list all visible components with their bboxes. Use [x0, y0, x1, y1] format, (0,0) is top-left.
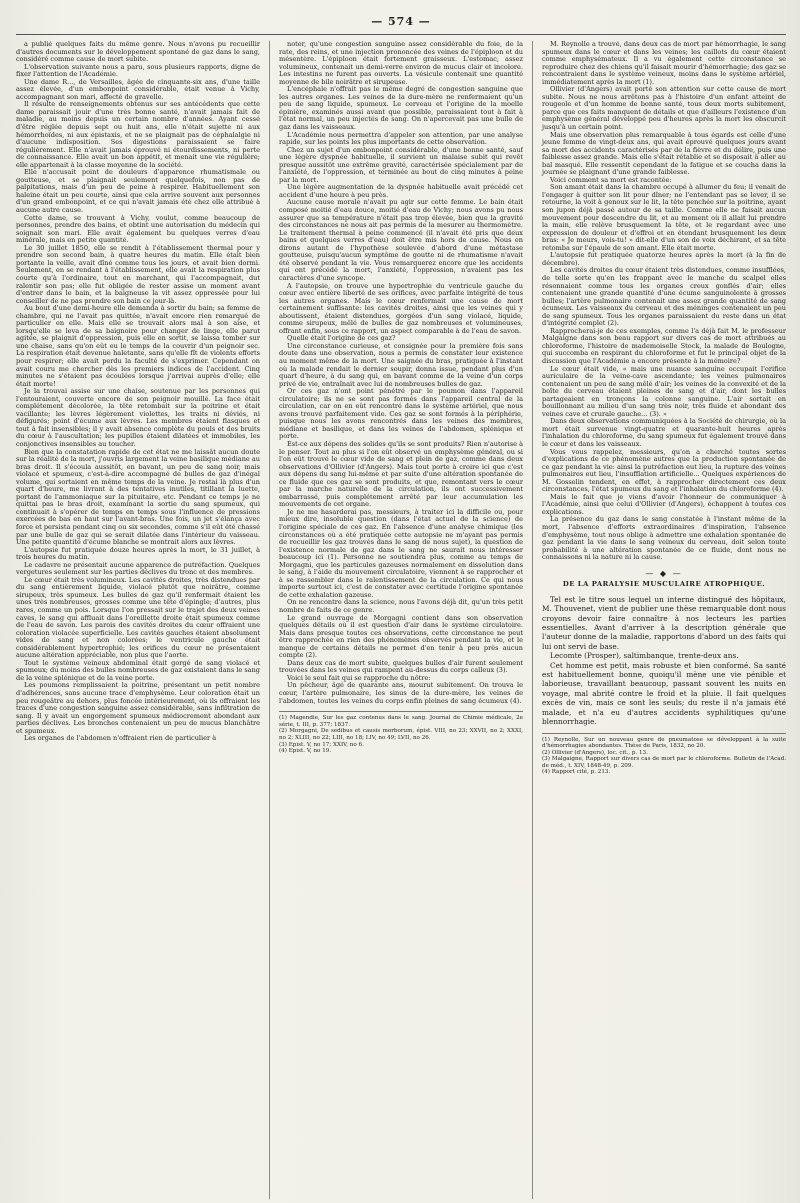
paragraph: L'Académie nous permettra d'appeler son attention, par une analyse rapide, sur les points les plus importants de cette observation.: [279, 130, 523, 147]
paragraph: Est-ce aux dépens des solides qu'ils se sont produits? Rien n'autorise à le penser. Tout au plus si l'on eût observé un emphysème général, ou si l'on eût trouvé le cœur vide de sang et plein de gaz, comme dans deux observations d'Ollivier (d'Angers). Mais tout porte à croire ici que c'est aux dépens du sang lui-même et par suite d'une altération spontanée de ce fluide que ces gaz se sont produits, et que, remontant vers le cœur par la marche naturelle de la circulation, ils ont successivement embarrassé, puis complétement arrêté par leur accumulation les mouvements de cet organe.: [279, 439, 523, 509]
paragraph: Tout le système veineux abdominal était gorgé de sang violacé et spumeux; du moins des bulles nombreuses de gaz existaient dans le sang de la veine splénique et de la veine porte.: [16, 658, 260, 682]
paragraph: Son amant était dans la chambre occupé à allumer du feu; il venait de l'engager à quitter son lit pour dîner; ne l'entendant pas se lever, il se retourne, la voit à genoux sur le lit, la tête penchée sur la poitrine, ayant son jupon déjà passé autour de sa taille. Comme elle ne faisait aucun mouvement pour descendre du lit, et au moment où il allait lui prendre la main, elle relève brusquement la tête, et le regardant avec une expression de douleur et d'effroi et en étendant brusquement les deux bras: « Je meurs, vois-tu! » dit-elle d'un son de voix déchirant, et sa tête retomba sur l'épaule de son amant. Elle était morte.: [542, 183, 786, 252]
paragraph: Les poumons remplissaient la poitrine, présentant un petit nombre d'adhérences, sans aucune trace d'emphysème. Leur coloration était un peu rougeâtre au dehors, plus foncée intérieurement, où ils offraient les traces d'une congestion sanguine assez considérable, sans infiltration de sang. Il y avait un engorgement spumeux médiocrement abondant aux parties déclives. Les bronches contenaient un peu de mucus blanchâtre et spumeux.: [16, 681, 260, 735]
paragraph: Dans deux cas de mort subite, quelques bulles d'air furent seulement trouvées dans les veines qui rampent au-dessus du corps calleux (3).: [279, 658, 523, 675]
paragraph: Un pêcheur, âgé de quarante ans, mourut subitement. On trouva le cœur, l'artère pulmonaire, les sinus de la dure-mère, les veines de l'abdomen, toutes les veines du corps enfin pleines de sang écumeux (4).: [279, 681, 523, 705]
footnote: (4) Epist. V, no 19.: [279, 748, 332, 755]
paragraph: Voici le seul fait qui se rapproche du nôtre:: [287, 673, 431, 682]
footnotes-middle: [279, 711, 523, 755]
paragraph: Lecomte (Prosper), saltimbanque, trente-deux ans.: [550, 651, 739, 661]
paragraph: Il résulte de renseignements obtenus sur ses antécédents que cette dame paraissait jouir d'une très bonne santé, n'avait jamais fait de maladie, au moins depuis un certain nombre d'années. Ayant cessé d'être réglée depuis sept ou huit ans, elle n'était sujette ni aux hémorrhoïdes, ni aux épistaxis, et ne se plaignait pas de céphalalgie ni d'aucune indisposition. Ses digestions paraissaient se faire régulièrement. Elle n'avait jamais éprouvé ni étourdissements, ni perte de connaissance. Elle avait un bon appétit, et menait une vie régulière; elle appartenait à la classe moyenne de la société.: [16, 100, 260, 169]
paragraph: M. Reynolle a trouvé, dans deux cas de mort par hémorrhagie, le sang spumeux dans le cœur et dans les veines; les caillots du cœur étaient comme emphysémateux. Il a vu également cette circonstance se reproduire chez des chiens qu'il faisait mourir d'hémorrhagie; des gaz se rencontraient dans le système veineux, moins dans le système artériel, immédiatement après la mort (1).: [542, 41, 786, 86]
paragraph: Le cadavre ne présentait aucune apparence de putréfaction. Quelques vergetures seulement sur les parties déclives du tronc et des membres.: [16, 560, 260, 577]
column-right-body: [542, 41, 786, 562]
paragraph: Je ne me hasarderai pas, messieurs, à traiter ici la difficile ou, pour mieux dire, insoluble question (dans l'état actuel de la science) de l'origine spéciale de ces gaz. En l'absence d'une analyse chimique (les circonstances où a été pratiquée cette autopsie ne m'ayant pas permis de recueillir les gaz trouvés dans le sang de nous sujet), la question de l'existence normale de gaz dans le sang ne saurait nous intéresser beaucoup ici (1). Personne ne soutiendra plus, comme au temps de Morgagni, que les particules gazeuses normalement en dissolution dans le sang, à l'aide du mouvement circulatoire, viennent à se rapprocher et à se rassembler dans le ralentissement de la circulation. Ce qui nous importe surtout ici, c'est de constater avec certitude l'origine spontanée de cette exhalation gazeuse.: [279, 507, 523, 599]
paragraph: noter, qu'une congestion sanguine assez considérable du foie, de la rate, des reins, et une injection prononcée des veines de l'épiploon et du mésentère. L'épiploon était fortement graisseux. L'estomac, assez volumineux, contenait un demi-verre environ de mucus clair et incolore. Les intestins ne furent pas ouverts. La vésicule contenait une quantité moyenne de bile noirâtre et sirupeuse.: [279, 41, 523, 86]
footnotes-right: [542, 733, 786, 777]
paragraph: L'observation suivante nous a paru, sous plusieurs rapports, digne de fixer l'attention de l'Académie.: [16, 62, 260, 79]
paragraph: Mais une observation plus remarquable à tous égards est celle d'une jeune femme de vingt-deux ans, qui avait éprouvé quelques jours avant sa mort des accidents caractérisés par de la fièvre et du délire, puis une faiblesse assez grande. Mais elle s'était rétablie et se disposait à aller au bal masqué. Elle ressentit cependant de la fatigue et se coucha dans la journée se plaignant d'une grande faiblesse.: [542, 130, 786, 177]
paragraph: Or ces gaz n'ont point pénétré par le poumon dans l'appareil circulatoire; ils ne se sont pas formés dans l'appareil central de la circulation, car on en eût rencontré dans le système artériel, que nous avons trouvé parfaitement vide. Ces gaz se sont formés à la périphérie, puisque nous les avons rencontrés dans les veines des membres, médiane et basilique, et dans les veines de l'abdomen, splénique et porte.: [279, 387, 523, 441]
paragraph: Une légère augmentation de la dyspnée habituelle avait précédé cet accident d'une heure à peu près.: [279, 183, 523, 199]
paragraph: Bien que la constatation rapide de cet état ne me laissât aucun doute sur la réalité de la mort, j'ouvris largement la veine basilique médiane au bras droit. Il s'écoula aussitôt, en bavant, un peu de sang noir, mais violacé et spumeux, c'est-à-dire accompagné de bulles de gaz d'inégal volume, qui sortaient en même temps de la veine. Je restai là plus d'un quart d'heure, me livrant à des tentatives inutiles, titillant la luette, portant de l'ammoniaque sur la pituitaire, etc. Pendant ce temps je ne quittai pas le bras droit, examinant la sortie du sang spumeux, qui continuait à s'opérer de temps en temps sous l'influence de pressions exercées de bas en haut sur l'avant-bras. Une fois, un jet s'élança avec force et persista pendant cinq ou six secondes, comme s'il eût été chassé par une bulle de gaz qui se serait dilatée dans l'intérieur du vaisseau. Une petite quantité d'écume blanche se montrait alors aux lèvres.: [16, 447, 260, 547]
paragraph: Les cavités droites du cœur étaient très distendues, comme insufflées, de telle sorte qu'en les frappant avec le manche du scalpel elles résonnaient comme tous les organes creux gonflés d'air; elles contenaient une grande quantité d'une écume sanguinolente à grosses bulles; l'artère pulmonaire contenait une assez grande quantité de sang écumeux. Les vaisseaux du cerveau et des méninges contenaient un peu de sang spumeux. Tous les organes paraissaient du reste dans un état d'intégrité complet (2).: [542, 266, 786, 328]
paragraph: Dans deux observations communiquées à la Société de chirurgie, où la mort était survenue vingt-quatre et quarante-huit heures après l'inhalation du chloroforme, du sang spumeux fut également trouvé dans le cœur et dans les vaisseaux.: [542, 417, 786, 448]
footnote: (4) Rapport cité, p. 213.: [542, 769, 611, 776]
paragraph: Une dame R..., de Versailles, âgée de cinquante-six ans, d'une taille assez élevée, d'un embonpoint considérable, était venue à Vichy, accompagnant son mari, affecté de gravelle.: [16, 77, 260, 101]
paragraph: Ollivier (d'Angers) avait porté son attention sur cette cause de mort subite. Nous ne nous arrêtons pas à l'histoire d'un enfant atteint de rougeole et d'un homme de bonne santé, tous deux morts subitement, parce que ces faits manquent de détails et que d'ailleurs l'existence d'un emphysème général développé peu d'heures après la mort les obscurcit jusqu'à un certain point.: [542, 85, 786, 132]
paragraph: Le 30 juillet 1850, elle se rendit à l'établissement thermal pour y prendre son second bain, à quatre heures du matin. Elle était bien portante la veille, avait dîné comme tous les jours, et avait bien dormi. Seulement, en se rendant à l'établissement, elle avait la respiration plus courte qu'à l'ordinaire, tout en marchant, qui l'accompagnait, dut ralentir son pas; elle fut obligée de rester assise un moment avant d'entrer dans le bain, et la baigneuse la vit assez oppressée pour lui conseiller de ne pas prendre son bain ce jour-là.: [16, 243, 260, 305]
paragraph: Chez un sujet d'un embonpoint considérable, d'une bonne santé, sauf une légère dyspnée habituelle, il survient un malaise subit qui revêt presque aussitôt une extrême gravité, caractérisée spécialement par de l'anxiété, de l'oppression, et terminée au bout de cinq minutes à peine par la mort.: [279, 145, 523, 184]
column-right: [532, 41, 786, 1199]
footnote: (3) Malgaigne, Rapport sur divers cas de mort par le chloroforme. Bulletin de l'Acad. de méd., t. XIV, 1848-49, p. 209.: [542, 756, 786, 769]
paragraph: Mais le fait que je viens d'avoir l'honneur de communiquer à l'Académie, ainsi que celui d'Ollivier (d'Angers), échappent à toutes ces explications.: [542, 492, 786, 516]
paragraph: A l'autopsie, on trouve une hypertrophie du ventricule gauche du cœur avec entière liberté de ses orifices, avec parfaite intégrité de tous les autres organes. Mais le cœur renfermait une cause de mort certainement suffisante: les cavités droites, ainsi que les veines qui y aboutissent, étaient distendues, gorgées d'un sang violacé, liquide, comme sirupeux, mêlé de bulles de gaz nombreuses et volumineuses, offrant enfin, sous ce rapport, un aspect comparable à de l'eau de savon.: [279, 281, 523, 335]
column-middle-body: [279, 41, 523, 705]
page-header: [16, 8, 786, 35]
paragraph: Le cœur était vide, « mais une nuance sanguine occupait l'orifice auriculaire de la veine-cave ascendante; les veines pulmonaires contenaient un peu de sang mêlé d'air; les veines de la convexité et de la boîte du cerveau étaient pleines de sang et d'air, dont les bulles partageaient en tronçons la colonne sanguine. L'air sortait en bouillonnant au milieu d'un sang très noir, très fluide et abondant des veines cave et crurale gauche... (3). »: [542, 364, 786, 418]
paragraph: Le cœur était très volumineux. Les cavités droites, très distendues par du sang entièrement liquide, violacé plutôt que noirâtre, comme sirupeux, très spumeux. Les bulles de gaz qu'il renfermait étaient les unes très nombreuses, grosses comme une tête d'épingle; d'autres, plus rares, comme un pois. Lorsque l'on pressait sur le trajet des deux veines caves, le sang qui affluait dans l'oreillette droite était spumeux comme de l'eau de savon. Les parois des cavités droites du cœur offraient une coloration violacée superficielle. Les cavités gauches étaient absolument vides de sang et non colorées; le ventricule gauche était considérablement hypertrophié; les orifices du cœur ne présentaient aucune altération appréciable, non plus que l'aorte.: [16, 575, 260, 660]
footnote: (2) Ollivier (d'Angers), loc. cit., p. 13.: [542, 749, 648, 756]
paragraph: Cette dame, se trouvant à Vichy, voulut, comme beaucoup de personnes, prendre des bains, et obtint une autorisation du médecin qui soignait son mari. Elle avait également bu quelques verres d'eau minérale, mais en petite quantité.: [16, 213, 260, 245]
paragraph: Aucune cause morale n'avait pu agir sur cette femme. Le bain était composé moitié d'eau douce, moitié d'eau de Vichy; nous avons pu nous assurer que sa température n'était pas trop élevée, bien que la gravité des circonstances ne nous ait pas permis de la mesurer au thermomètre. Le traitement thermal à peine commencé (il n'avait été pris que deux bains et quelques verres d'eau) doit être mis hors de cause. Nous en dirons autant de l'hypothèse soulevée d'abord d'une métastase goutteuse, puisqu'aucun symptôme de goutte ni de rhumatisme n'avait été observé pendant la vie. Vous remarquerez encore que les accidents qui ont précédé la mort, l'anxiété, l'oppression, n'avaient pas les caractères d'une syncope.: [279, 198, 523, 282]
paragraph: Voici comment sa mort est racontée:: [550, 175, 672, 184]
paragraph: Quelle était l'origine de ces gaz?: [287, 334, 396, 343]
text-columns: [16, 41, 786, 1199]
paragraph: Une circonstance curieuse, et consignée pour la première fois sans doute dans une observation, nous a permis de constater leur existence au moment même de la mort. Une saignée du bras, pratiquée à l'instant où la malade rendait le dernier soupir, donna issue, pendant plus d'un quart d'heure, à du sang qui, en bavant comme de la veine d'un corps privé de vie, entraînait avec lui de nombreuses bulles de gaz.: [279, 341, 523, 388]
section-divider: — ◆ —: [645, 568, 683, 578]
column-right-article: [542, 595, 786, 727]
paragraph: Le grand ouvrage de Morgagni contient dans son observation quelques détails où il est question d'air dans le système circulatoire. Mais dans presque toutes ces observations, cette circonstance ne peut être rapprochée en rien des phénomènes observés pendant la vie, et le manque de certains détails ne permet d'en tenir à peu près aucun compte (2).: [279, 613, 523, 660]
paragraph: Vous vous rappelez, messieurs, qu'on a cherché toutes sortes d'explications de ce phénomène autres que la production spontanée de ce gaz pendant la vie: ainsi la putréfaction eut lieu, la rupture des veines pulmonaires eut lieu, l'insufflation artificielle... Quelques expériences de M. Gosselin tendent, en effet, à rapprocher directement ces deux circonstances, l'état spumeux du sang et l'inhalation du chloroforme (4).: [542, 447, 786, 494]
footnote: (1) Magendie, Sur les gaz contenus dans le sang. Journal de Chimie médicale, 2e série, t. III, p. 377; 1837.: [279, 715, 523, 728]
section-title: DE LA PARALYSIE MUSCULAIRE ATROPHIQUE.: [562, 580, 766, 589]
page-number: — 574 —: [371, 14, 431, 28]
paragraph: La présence du gaz dans le sang constatée à l'instant même de la mort, l'absence d'efforts extraordinaires d'inspiration, l'absence d'emphysème, tout nous oblige à admettre une exhalation spontanée de gaz pendant la vie dans le sang veineux du cerveau, doit selon toute probabilité à une altération spontanée de ce fluide, dont nous ne connaissons ni la nature ni la cause.: [542, 515, 786, 562]
footnote: (2) Morgagni, De sedibus et causis morborum, épist. VIII, no 23; XXVII, no 2; XXXI, no 2; XLIII, no 22; LIII, no 18; LIV, no 49; LVII, no 26.: [279, 728, 523, 741]
paragraph: On ne rencontre dans la science, nous l'avons déjà dit, qu'un très petit nombre de faits de ce genre.: [279, 598, 523, 615]
paragraph: L'autopsie fut pratiquée quatorze heures après la mort (à la fin de décembre).: [542, 251, 786, 267]
paragraph: Cet homme est petit, mais robuste et bien conformé. Sa santé est habituellement bonne, quoiqu'il mène une vie pénible et laborieuse, travaillant beaucoup, passant souvent les nuits en voyage, mal abrité contre le froid et la pluie. Il fait quelques excès de vin, mais ce sont les seuls; du reste il n'a jamais été malade, et n'a eu d'autres accidents syphilitiques qu'une blennorrhagie.: [542, 660, 786, 727]
column-left: [16, 41, 260, 1199]
paragraph: a publié quelques faits du même genre. Nous n'avons pu recueillir d'autres documents sur le développement spontané de gaz dans le sang, considéré comme cause de mort subite.: [16, 41, 260, 64]
paragraph: L'autopsie fut pratiquée douze heures après la mort, le 31 juillet, à trois heures du matin.: [16, 545, 260, 562]
paragraph: Au bout d'une demi-heure elle demanda à sortir du bain; sa femme de chambre, qui ne l'avait pas quittée, n'avait encore rien remarqué de particulier en elle. Mais elle se trouvait alors mal à son aise, et lorsqu'elle se leva de sa baignoire pour changer de linge, elle parut agitée, se plaignit d'oppression, puis elle en sortit, se laissa tomber sur une chaise, sans qu'on eût eu le temps de la couvrir d'un peignoir sec. La respiration était devenue haletante, sans qu'elle fît de violents efforts pour respirer; elle avait perdu la faculté de s'exprimer. Cependant on avait couru me chercher dès les premiers indices de l'accident. Cinq minutes ne s'étaient pas écoulées lorsque j'arrivai auprès d'elle; elle était morte!: [16, 304, 260, 388]
footnote: (3) Epist. V, no 17; XXIV, no 6.: [279, 741, 364, 748]
column-middle: [269, 41, 523, 1199]
paragraph: L'encéphale n'offrait pas le même degré de congestion sanguine que les autres organes. Les veines de la dure-mère ne renfermaient qu'un peu de sang liquide, spumeux. Le cerveau et l'origine de la moelle épinière, examinés aussi avant que possible, paraissaient tout à fait à l'état normal, un peu injectés de sang. On n'apercevait pas une bulle de gaz dans les vaisseaux.: [279, 85, 523, 132]
paragraph: Je la trouvai assise sur une chaise, soutenue par les personnes qui l'entouraient, couverte encore de son peignoir mouillé. La face était complétement décolorée, la tête retombait sur la poitrine et était vacillante; les lèvres légèrement violettes, les traits ni déviés, ni défigurés; point d'écume aux lèvres. Les membres étaient flasques et tout à fait insensibles; il y avait absence complète du pouls et des bruits du cœur à l'auscultation; les pupilles étaient dilatées et immobiles, les conjonctives insensibles au toucher.: [16, 387, 260, 448]
footnote: (1) Reynolle, Sur un nouveau genre de pneumatose se développant à la suite d'hémorrhagies abondantes. Thèse de Paris, 1832, no 20.: [542, 736, 786, 750]
paragraph: Elle n'accusait point de douleurs d'apparence rhumatismale ou goutteuse, et se plaignait seulement quelquefois, non pas de palpitations, mais d'un peu de peine à respirer. Habituellement son haleine était un peu courte, ainsi que cela arrive souvent aux personnes d'un grand embonpoint, et ce qui n'avait jamais été chez elle attribué à aucune autre cause.: [16, 168, 260, 215]
paragraph: Tel est le titre sous lequel un interne distingué des hôpitaux, M. Thouvenet, vient de publier une thèse remarquable dont nous croyons devoir faire connaître à nos lecteurs les parties essentielles. Avant d'arriver à la description générale que l'auteur donne de la maladie, rapportons d'abord un des faits qui lui ont servi de base.: [542, 594, 786, 651]
paragraph: Les organes de l'abdomen n'offraient rien de particulier à: [24, 734, 217, 743]
paragraph: Rapprocherai-je de ces exemples, comme l'a déjà fait M. le professeur Malgaigne dans son beau rapport sur divers cas de mort attribués au chloroforme, l'histoire de mademoiselle Stock, la malade de Boulogne, qui succomba en respirant du chloroforme et fut le principal objet de la discussion que l'Académie a encore présente à la mémoire?: [542, 326, 786, 365]
